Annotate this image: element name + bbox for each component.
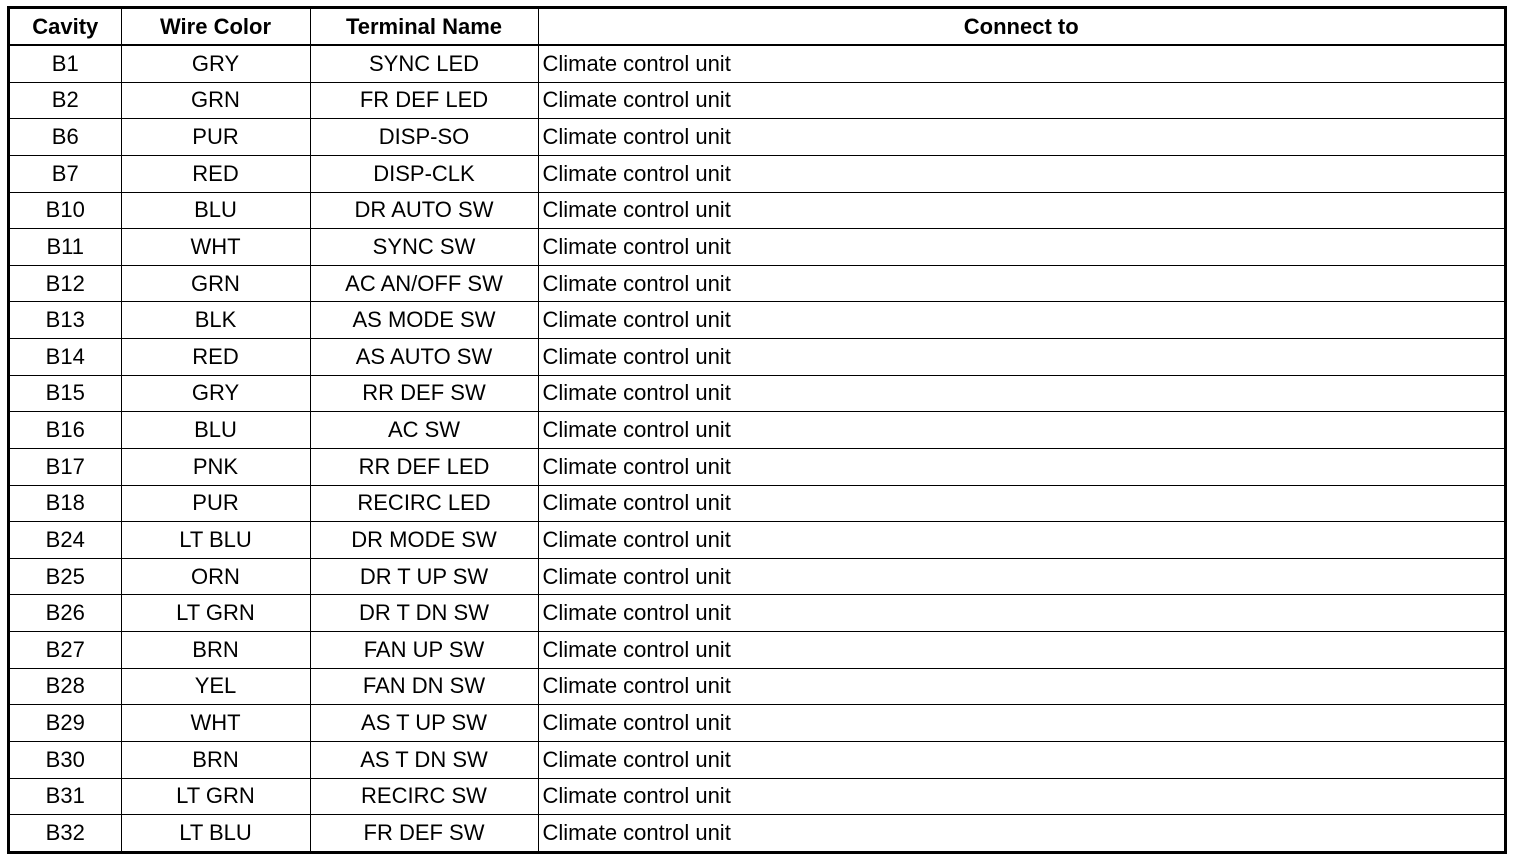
cell-wire-color: BLU [121,412,310,449]
cell-terminal-name: RECIRC SW [310,778,538,815]
cell-terminal-name: AS AUTO SW [310,339,538,376]
cell-wire-color: PNK [121,448,310,485]
cell-terminal-name: SYNC SW [310,229,538,266]
cell-wire-color: RED [121,155,310,192]
cell-connect-to: Climate control unit [538,265,1504,302]
header-wire-color: Wire Color [121,9,310,45]
cell-wire-color: BLK [121,302,310,339]
cell-terminal-name: AS T DN SW [310,741,538,778]
cell-connect-to: Climate control unit [538,558,1504,595]
cell-terminal-name: DR T DN SW [310,595,538,632]
cell-wire-color: LT GRN [121,595,310,632]
cell-terminal-name: DR MODE SW [310,522,538,559]
table-row [10,302,1504,339]
table-row [10,339,1504,376]
cell-wire-color: BRN [121,741,310,778]
table-row [10,265,1504,302]
cell-connect-to: Climate control unit [538,595,1504,632]
cell-wire-color: BRN [121,632,310,669]
cell-cavity: B29 [10,705,121,742]
cell-cavity: B13 [10,302,121,339]
cell-terminal-name: AC SW [310,412,538,449]
connector-pinout-table-frame [7,6,1507,854]
cell-terminal-name: RR DEF LED [310,448,538,485]
table-row [10,45,1504,82]
cell-wire-color: GRN [121,265,310,302]
table-row [10,705,1504,742]
cell-connect-to: Climate control unit [538,815,1504,851]
cell-terminal-name: AS MODE SW [310,302,538,339]
cell-cavity: B32 [10,815,121,851]
cell-connect-to: Climate control unit [538,412,1504,449]
cell-wire-color: PUR [121,119,310,156]
cell-cavity: B10 [10,192,121,229]
cell-terminal-name: FAN DN SW [310,668,538,705]
cell-cavity: B16 [10,412,121,449]
cell-connect-to: Climate control unit [538,522,1504,559]
header-connect-to: Connect to [538,9,1504,45]
cell-cavity: B31 [10,778,121,815]
cell-cavity: B15 [10,375,121,412]
cell-connect-to: Climate control unit [538,668,1504,705]
cell-terminal-name: DR T UP SW [310,558,538,595]
table-row [10,741,1504,778]
table-row [10,632,1504,669]
table-row [10,229,1504,266]
cell-terminal-name: RR DEF SW [310,375,538,412]
table-row [10,522,1504,559]
cell-wire-color: GRY [121,45,310,82]
cell-cavity: B18 [10,485,121,522]
cell-cavity: B7 [10,155,121,192]
connector-pinout-table [10,9,1504,851]
cell-cavity: B6 [10,119,121,156]
cell-connect-to: Climate control unit [538,705,1504,742]
table-row [10,778,1504,815]
cell-cavity: B2 [10,82,121,119]
table-row [10,815,1504,851]
header-row [10,9,1504,45]
cell-connect-to: Climate control unit [538,448,1504,485]
table-row [10,155,1504,192]
table-row [10,485,1504,522]
cell-terminal-name: DR AUTO SW [310,192,538,229]
cell-terminal-name: SYNC LED [310,45,538,82]
table-row [10,412,1504,449]
cell-connect-to: Climate control unit [538,119,1504,156]
cell-connect-to: Climate control unit [538,632,1504,669]
cell-connect-to: Climate control unit [538,485,1504,522]
cell-cavity: B25 [10,558,121,595]
cell-wire-color: WHT [121,705,310,742]
cell-connect-to: Climate control unit [538,155,1504,192]
header-terminal-name: Terminal Name [310,9,538,45]
table-body [10,45,1504,851]
cell-wire-color: GRN [121,82,310,119]
cell-terminal-name: AS T UP SW [310,705,538,742]
cell-connect-to: Climate control unit [538,229,1504,266]
table-row [10,192,1504,229]
cell-cavity: B17 [10,448,121,485]
cell-cavity: B1 [10,45,121,82]
cell-wire-color: YEL [121,668,310,705]
cell-terminal-name: FR DEF LED [310,82,538,119]
cell-connect-to: Climate control unit [538,45,1504,82]
table-row [10,375,1504,412]
cell-cavity: B24 [10,522,121,559]
cell-connect-to: Climate control unit [538,375,1504,412]
cell-wire-color: RED [121,339,310,376]
table-header [10,9,1504,45]
cell-connect-to: Climate control unit [538,82,1504,119]
cell-cavity: B30 [10,741,121,778]
cell-connect-to: Climate control unit [538,339,1504,376]
cell-wire-color: LT BLU [121,522,310,559]
cell-wire-color: BLU [121,192,310,229]
cell-terminal-name: RECIRC LED [310,485,538,522]
cell-cavity: B12 [10,265,121,302]
header-cavity: Cavity [10,9,121,45]
cell-terminal-name: DISP-SO [310,119,538,156]
cell-cavity: B14 [10,339,121,376]
cell-cavity: B27 [10,632,121,669]
cell-wire-color: LT BLU [121,815,310,851]
cell-connect-to: Climate control unit [538,302,1504,339]
cell-wire-color: PUR [121,485,310,522]
cell-wire-color: ORN [121,558,310,595]
cell-connect-to: Climate control unit [538,741,1504,778]
cell-wire-color: GRY [121,375,310,412]
table-row [10,595,1504,632]
cell-terminal-name: FAN UP SW [310,632,538,669]
table-row [10,119,1504,156]
table-row [10,82,1504,119]
cell-cavity: B28 [10,668,121,705]
table-row [10,668,1504,705]
cell-terminal-name: DISP-CLK [310,155,538,192]
cell-cavity: B11 [10,229,121,266]
cell-connect-to: Climate control unit [538,778,1504,815]
cell-terminal-name: AC AN/OFF SW [310,265,538,302]
table-row [10,448,1504,485]
cell-cavity: B26 [10,595,121,632]
cell-connect-to: Climate control unit [538,192,1504,229]
cell-terminal-name: FR DEF SW [310,815,538,851]
cell-wire-color: WHT [121,229,310,266]
table-row [10,558,1504,595]
cell-wire-color: LT GRN [121,778,310,815]
